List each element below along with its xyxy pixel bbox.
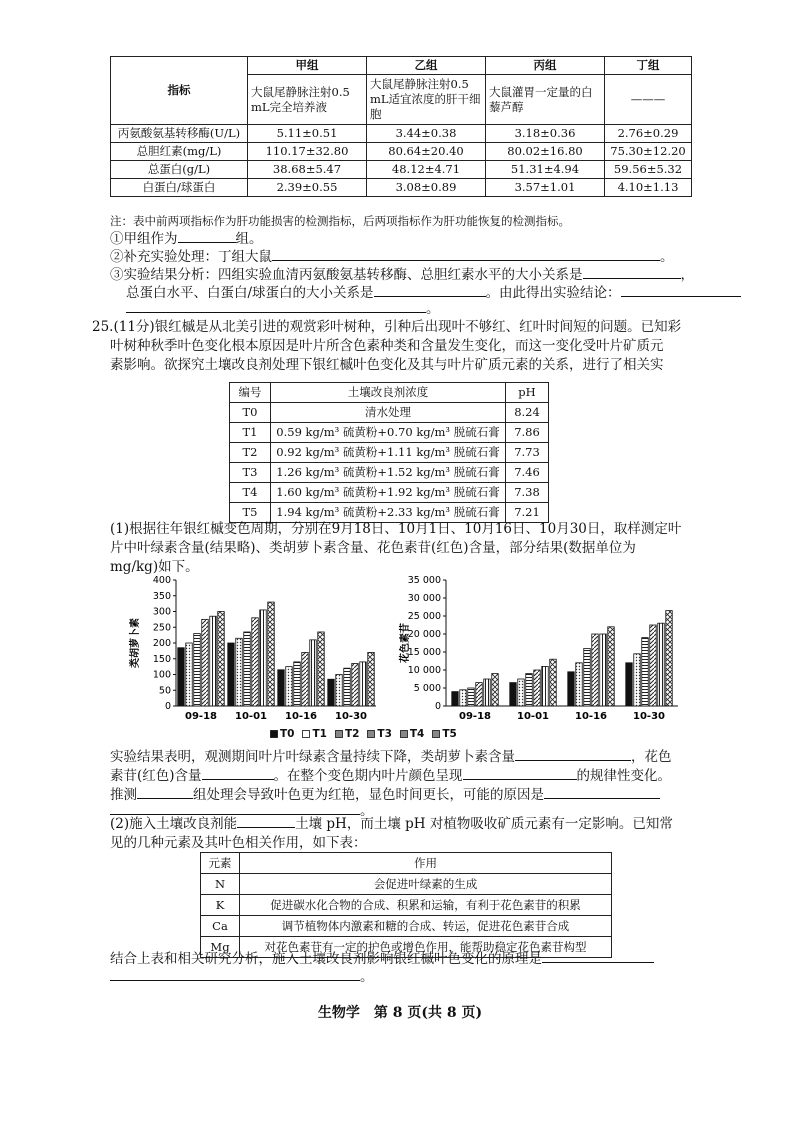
q24-item1-text: ①甲组作为	[110, 231, 178, 247]
legend-label: T5	[442, 728, 457, 740]
x-tick-label: 10-30	[633, 711, 665, 722]
bar	[336, 675, 343, 707]
answer-blank[interactable]	[237, 815, 295, 828]
table-row	[230, 423, 549, 443]
y-tick-label: 0	[434, 701, 441, 712]
bar	[658, 623, 665, 706]
q24-item3-cont2	[126, 300, 440, 318]
answer-blank[interactable]	[544, 786, 660, 799]
table-cell: 7.86	[506, 423, 549, 443]
q25-intro-line: 素影响。欲探究土壤改良剂处理下银红槭叶色变化及其与叶片矿质元素的关系，进行了相关实	[110, 357, 664, 373]
q24-item2-text: ②补充实验处理：丁组大鼠	[110, 249, 272, 265]
y-tick-label: 350	[152, 590, 171, 602]
y-axis-label: 类胡萝卜素	[130, 618, 141, 668]
row-label: 白蛋白/球蛋白	[111, 179, 248, 197]
table-cell: Ca	[201, 916, 240, 937]
table-cell: 2.39±0.55	[248, 179, 367, 197]
bar	[302, 652, 309, 706]
row-label: 总胆红素(mg/L)	[111, 143, 248, 161]
soil-amendment-table	[229, 382, 549, 523]
final-text: 结合上表和相关研究分析，施入土壤改良剂影响银红槭叶色变化的原理是	[110, 951, 542, 967]
bar	[526, 674, 533, 706]
bar	[278, 670, 285, 706]
legend-swatch-rect	[368, 731, 375, 738]
legend-swatch-rect	[335, 731, 342, 738]
legend-item	[270, 728, 294, 740]
q24-item3	[110, 266, 694, 284]
y-tick-label: 10 000	[407, 665, 441, 676]
legend-swatch	[367, 730, 375, 738]
q24-item3-text: ③实验结果分析：四组实验血清丙氨酸氨基转移酶、总胆红素水平的大小关系是	[110, 267, 583, 283]
table-header-row	[230, 383, 549, 403]
table-cell: 1.94 kg/m³ 硫黄粉+2.33 kg/m³ 脱硫石膏	[271, 503, 506, 523]
table-cell: 3.44±0.38	[367, 125, 486, 143]
legend-label: T0	[280, 728, 295, 740]
bar	[318, 632, 325, 706]
bar	[650, 625, 657, 706]
y-tick-label: 5 000	[413, 683, 441, 694]
y-axis-label: 花色素苷	[400, 623, 411, 663]
table-cell: Mg	[201, 937, 240, 958]
table-cell: 7.46	[506, 463, 549, 483]
table-cell: 会促进叶绿素的生成	[240, 874, 612, 895]
bar	[352, 663, 359, 706]
legend-item	[367, 728, 391, 740]
liver-function-table	[110, 56, 692, 197]
legend-swatch	[400, 730, 408, 738]
table-cell: 4.10±1.13	[605, 179, 692, 197]
table-row	[230, 463, 549, 483]
bar	[368, 652, 375, 706]
table-cell: 3.18±0.36	[486, 125, 605, 143]
table-row	[111, 143, 692, 161]
table-row	[230, 483, 549, 503]
bar	[542, 666, 549, 706]
q24-item1-tail: 组。	[235, 231, 263, 247]
answer-blank[interactable]	[272, 248, 660, 261]
anthocyanin-chart	[398, 575, 678, 722]
bar	[626, 663, 633, 706]
bar	[642, 638, 649, 706]
q25-p1-line: 片中叶绿素含量(结果略)、类胡萝卜素含量、花色素苷(红色)含量，部分结果(数据单位为	[110, 540, 636, 556]
table-cell: 对花色素苷有一定的护色或增色作用，能帮助稳定花色素苷构型	[240, 937, 612, 958]
table-row	[201, 916, 612, 937]
legend-swatch-rect	[271, 731, 278, 738]
table-cell: 1.26 kg/m³ 硫黄粉+1.52 kg/m³ 脱硫石膏	[271, 463, 506, 483]
q25-final-line	[110, 950, 654, 968]
group-header: 丁组	[605, 57, 692, 75]
y-tick-label: 200	[152, 638, 171, 649]
table-cell: T4	[230, 483, 271, 503]
answer-blank[interactable]	[202, 767, 274, 780]
answer-blank[interactable]	[621, 284, 741, 297]
table-cell: T2	[230, 443, 271, 463]
legend-item	[400, 728, 424, 740]
legend-swatch	[335, 730, 343, 738]
y-tick-label: 150	[152, 653, 171, 665]
bar	[260, 610, 267, 706]
legend-label: T3	[377, 728, 392, 740]
bar	[584, 648, 591, 706]
bar	[236, 638, 243, 706]
y-tick-label: 30 000	[407, 593, 441, 604]
legend-item	[335, 728, 359, 740]
legend-label: T4	[409, 728, 425, 740]
y-tick-label: 35 000	[407, 575, 441, 586]
x-tick-label: 10-30	[335, 711, 367, 722]
result-text: 推测	[110, 787, 137, 803]
treatment-cell: ———	[605, 75, 692, 125]
bar	[252, 618, 259, 706]
table-cell: 3.08±0.89	[367, 179, 486, 197]
y-tick-label: 250	[152, 622, 171, 634]
y-tick-label: 25 000	[407, 611, 441, 622]
header-cell: 元素	[201, 853, 240, 874]
q25-intro-line: 25.(11分)银红槭是从北美引进的观赏彩叶树种，引种后出现叶不够红、红叶时间短的问题。已知彩	[92, 319, 682, 335]
table-row	[201, 874, 612, 895]
table-row	[111, 125, 692, 143]
bar	[592, 634, 599, 706]
header-cell: 编号	[230, 383, 271, 403]
legend-item	[432, 728, 456, 740]
chart-legend	[270, 728, 457, 740]
table-cell: K	[201, 895, 240, 916]
result-text: 。	[360, 803, 374, 819]
q24-item3-comma: ，	[680, 267, 694, 283]
carotenoid-chart	[128, 575, 376, 722]
row-label: 总蛋白(g/L)	[111, 161, 248, 179]
table-cell: 调节植物体内激素和糖的合成、转运，促进花色素苷合成	[240, 916, 612, 937]
y-tick-label: 20 000	[407, 629, 441, 640]
page-footer: 生物学 第 8 页(共 8 页)	[317, 1005, 483, 1021]
legend-swatch-rect	[433, 731, 440, 738]
bar	[460, 690, 467, 706]
result-text: 组处理会导致叶色更为红艳，显色时间更长，可能的原因是	[193, 787, 544, 803]
bar	[218, 612, 225, 707]
x-tick-label: 09-18	[185, 711, 217, 722]
result-text: 素苷(红色)含量	[110, 768, 202, 784]
table-cell: 80.02±16.80	[486, 143, 605, 161]
x-tick-label: 10-16	[285, 711, 317, 722]
legend-swatch	[432, 730, 440, 738]
result-text: ，花色	[631, 749, 672, 765]
q25-p1-line: mg/kg)如下。	[110, 559, 199, 575]
q25-intro-line: 叶树种秋季叶色变化根本原因是叶片所含色素种类和含量发生变化，而这一变化受叶片矿质元	[110, 338, 664, 354]
table-cell: 促进碳水化合物的合成、积累和运输，有利于花色素苷的积累	[240, 895, 612, 916]
answer-blank[interactable]	[374, 284, 486, 297]
table-cell: 48.12±4.71	[367, 161, 486, 179]
bar	[600, 634, 607, 706]
treatment-cell: 大鼠尾静脉注射0.5 mL适宜浓度的肝干细胞	[367, 75, 486, 125]
answer-blank[interactable]	[463, 767, 577, 780]
answer-blank[interactable]	[126, 300, 426, 313]
bar	[228, 643, 235, 706]
table-cell: 5.11±0.51	[248, 125, 367, 143]
q25-p2-line1	[110, 815, 673, 833]
table-cell: T5	[230, 503, 271, 523]
x-tick-label: 09-18	[459, 711, 491, 722]
header-cell: 作用	[240, 853, 612, 874]
bar	[328, 679, 335, 706]
bar	[268, 602, 275, 706]
answer-blank[interactable]	[110, 968, 360, 981]
bar	[360, 662, 367, 706]
y-tick-label: 100	[152, 669, 171, 681]
table-row	[111, 161, 692, 179]
table-row	[201, 895, 612, 916]
result-text: 实验结果表明，观测期间叶片叶绿素含量持续下降，类胡萝卜素含量	[110, 749, 515, 765]
q25-result-line2	[110, 767, 671, 785]
legend-swatch	[270, 730, 278, 738]
legend-label: T2	[344, 728, 360, 740]
table-cell: 清水处理	[271, 403, 506, 423]
x-tick-label: 10-01	[235, 711, 267, 722]
result-text: 的规律性变化。	[576, 768, 672, 784]
bar	[210, 616, 217, 706]
treatment-cell: 大鼠尾静脉注射0.5 mL完全培养液	[248, 75, 367, 125]
row-label: 丙氨酸氨基转移酶(U/L)	[111, 125, 248, 143]
element-function-table	[200, 852, 612, 958]
table-cell: 0.92 kg/m³ 硫黄粉+1.11 kg/m³ 脱硫石膏	[271, 443, 506, 463]
table-cell: 7.21	[506, 503, 549, 523]
q25-p1-line: (1)根据往年银红槭变色周期，分别在9月18日、10月1日、10月16日、10月30日，取样测定叶	[110, 521, 682, 537]
bar	[568, 672, 575, 706]
answer-blank[interactable]	[583, 266, 681, 279]
legend-swatch-rect	[303, 731, 310, 738]
bar	[286, 667, 293, 706]
table-note: 注：表中前两项指标作为肝功能损害的检测指标，后两项指标作为肝功能恢复的检测指标。	[110, 214, 570, 228]
table-cell: 38.68±5.47	[248, 161, 367, 179]
legend-item	[302, 728, 326, 740]
answer-blank[interactable]	[178, 230, 236, 243]
bar	[510, 683, 517, 706]
x-tick-label: 10-01	[517, 711, 549, 722]
bar	[666, 611, 673, 706]
table-cell: 2.76±0.29	[605, 125, 692, 143]
y-tick-label: 0	[164, 701, 171, 712]
bar	[344, 668, 351, 706]
table-row	[230, 443, 549, 463]
bar	[484, 679, 491, 706]
p2-text: (2)施入土壤改良剂能	[110, 816, 238, 832]
table-cell: 7.38	[506, 483, 549, 503]
group-header: 丙组	[486, 57, 605, 75]
legend-swatch-rect	[400, 731, 407, 738]
bar	[550, 659, 557, 706]
header-indicator: 指标	[111, 57, 248, 125]
bar	[186, 643, 193, 706]
answer-blank[interactable]	[515, 748, 631, 761]
table-cell: 1.60 kg/m³ 硫黄粉+1.92 kg/m³ 脱硫石膏	[271, 483, 506, 503]
table-cell: 0.59 kg/m³ 硫黄粉+0.70 kg/m³ 脱硫石膏	[271, 423, 506, 443]
bar	[492, 674, 499, 706]
q25-p2-line2: 见的几种元素及其叶色相关作用，如下表：	[110, 835, 367, 851]
table-row	[111, 179, 692, 197]
header-cell: 土壤改良剂浓度	[271, 383, 506, 403]
table-cell: 75.30±12.20	[605, 143, 692, 161]
table-cell: T3	[230, 463, 271, 483]
y-tick-label: 15 000	[407, 647, 441, 658]
header-cell: pH	[506, 383, 549, 403]
result-text: 。在整个变色期内叶片颜色呈现	[273, 768, 463, 784]
table-cell: N	[201, 874, 240, 895]
answer-blank[interactable]	[110, 802, 360, 815]
bar	[518, 679, 525, 706]
group-header: 乙组	[367, 57, 486, 75]
legend-label: T1	[312, 728, 327, 740]
q25-result-line1	[110, 748, 672, 766]
bar	[178, 648, 185, 706]
x-tick-label: 10-16	[575, 711, 607, 722]
bar	[310, 640, 317, 706]
q24-item3-text3: 。由此得出实验结论：	[485, 285, 621, 301]
bar	[608, 627, 615, 706]
q24-item2	[110, 248, 674, 266]
bar	[468, 688, 475, 706]
table-cell: T0	[230, 403, 271, 423]
legend-swatch	[302, 730, 310, 738]
table-cell: 7.73	[506, 443, 549, 463]
table-cell: T1	[230, 423, 271, 443]
table-cell: 3.57±1.01	[486, 179, 605, 197]
answer-blank[interactable]	[137, 786, 193, 799]
final-text: 。	[360, 969, 374, 985]
table-row	[230, 403, 549, 423]
y-tick-label: 300	[152, 606, 171, 618]
pigment-charts	[110, 572, 710, 744]
table-header-row	[201, 853, 612, 874]
table-cell: 80.64±20.40	[367, 143, 486, 161]
bar	[476, 683, 483, 706]
q24-item3-text2: 总蛋白水平、白蛋白/球蛋白的大小关系是	[126, 285, 374, 301]
bar	[202, 619, 209, 706]
bar	[576, 663, 583, 706]
bar	[452, 692, 459, 706]
y-tick-label: 400	[152, 575, 171, 586]
bar	[194, 634, 201, 706]
table-cell: 59.56±5.32	[605, 161, 692, 179]
table-cell: 110.17±32.80	[248, 143, 367, 161]
q25-final-line2	[110, 968, 374, 986]
p2-text: 土壤 pH，而土壤 pH 对植物吸收矿质元素有一定影响。已知常	[295, 816, 673, 832]
bar	[634, 654, 641, 706]
bar	[534, 670, 541, 706]
bar	[294, 662, 301, 706]
table-cell: 8.24	[506, 403, 549, 423]
y-tick-label: 50	[158, 685, 171, 697]
treatment-cell: 大鼠灌胃一定量的白藜芦醇	[486, 75, 605, 125]
q24-item1	[110, 230, 263, 248]
answer-blank[interactable]	[542, 950, 654, 963]
table-cell: 51.31±4.94	[486, 161, 605, 179]
group-header: 甲组	[248, 57, 367, 75]
q24-item3-end: 。	[426, 301, 440, 317]
bar	[244, 632, 251, 706]
q24-item2-tail: 。	[660, 249, 674, 265]
